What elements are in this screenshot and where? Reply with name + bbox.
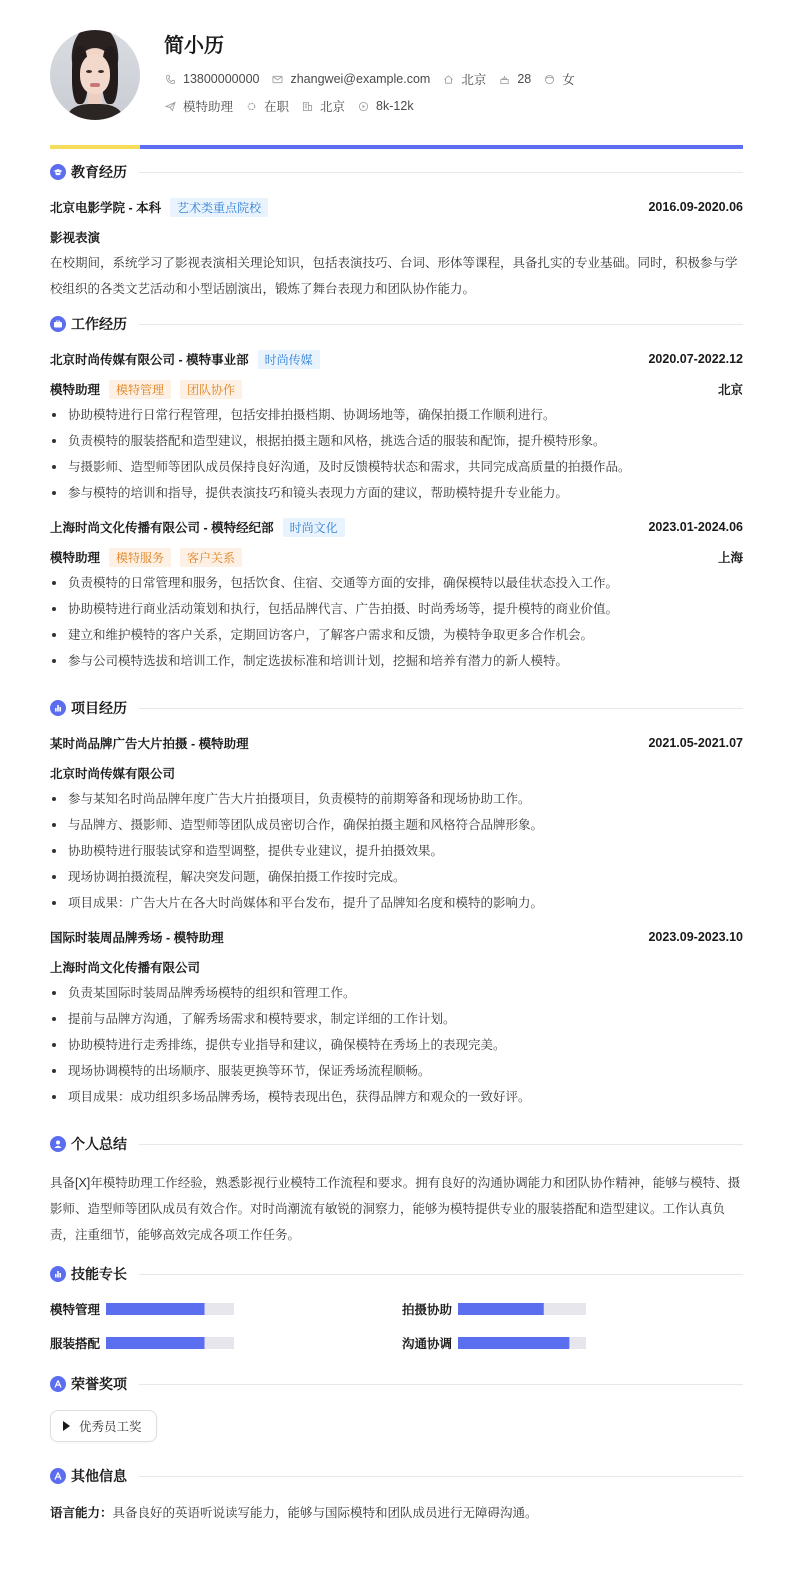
list-item: 参与某知名时尚品牌年度广告大片拍摄项目，负责模特的前期筹备和现场协助工作。 (50, 786, 743, 812)
education-section (50, 162, 743, 302)
candidate-name: 简小历 (164, 35, 224, 57)
company-name: 上海时尚文化传播有限公司 - 模特经纪部 (50, 521, 274, 535)
skill-item: 服装搭配 (50, 1334, 402, 1352)
list-item: 负责模特的服装搭配和造型建议，根据拍摄主题和风格，挑选合适的服装和配饰，提升模特形象。 (50, 428, 743, 454)
intention-city: 北京 (301, 97, 345, 115)
work-location: 北京 (717, 383, 743, 397)
award-icon (50, 1376, 66, 1392)
info-icon (50, 1468, 66, 1484)
work-item (50, 518, 743, 674)
list-item: 项目成果：成功组织多场品牌秀场，模特表现出色，获得品牌方和观众的一致好评。 (50, 1084, 743, 1110)
project-company: 北京时尚传媒有限公司 (50, 767, 176, 781)
job-role: 模特助理 (50, 551, 101, 565)
school-name: 北京电影学院 - 本科 (50, 201, 162, 215)
skill-bar (106, 1303, 234, 1315)
section-title: 个人总结 (71, 1136, 127, 1152)
contact-age: 28 (498, 72, 531, 86)
project-item (50, 734, 743, 916)
skill-item: 拍摄协助 (402, 1300, 743, 1318)
play-triangle-icon (63, 1421, 70, 1431)
project-bullets (50, 980, 743, 1110)
skill-tag: 客户关系 (180, 548, 242, 567)
list-item: 现场协调模特的出场顺序、服装更换等环节，保证秀场流程顺畅。 (50, 1058, 743, 1084)
project-company: 上海时尚文化传播有限公司 (50, 961, 201, 975)
status-icon (245, 100, 257, 112)
work-section (50, 314, 743, 674)
skill-item: 模特管理 (50, 1300, 402, 1318)
job-intention-row (164, 97, 426, 115)
list-item: 协助模特进行走秀排练，提供专业指导和建议，确保模特在秀场上的表现完美。 (50, 1032, 743, 1058)
skill-tag: 模特服务 (109, 548, 171, 567)
industry-tag: 时尚文化 (283, 518, 345, 537)
school-tag: 艺术类重点院校 (170, 198, 268, 217)
work-date: 2020.07-2022.12 (648, 352, 743, 366)
contact-gender: 女 (543, 70, 575, 88)
skill-tag: 模特管理 (109, 380, 171, 399)
projects-section (50, 698, 743, 1110)
list-item: 建立和维护模特的客户关系，定期回访客户，了解客户需求和反馈，为模特争取更多合作机会。 (50, 622, 743, 648)
list-item: 提前与品牌方沟通，了解秀场需求和模特要求，制定详细的工作计划。 (50, 1006, 743, 1032)
list-item: 与摄影师、造型师等团队成员保持良好沟通，及时反馈模特状态和需求，共同完成高质量的拍摄作品。 (50, 454, 743, 480)
user-icon (50, 1136, 66, 1152)
industry-tag: 时尚传媒 (258, 350, 320, 369)
summary-text: 具备[X]年模特助理工作经验，熟悉影视行业模特工作流程和要求。拥有良好的沟通协调能力和团队协作精神，能够与模特、摄影师、造型师等团队成员有效合作。对时尚潮流有敏锐的洞察力，能够为模特提供专业的服装搭配和造型建议。工作认真负责，注重细节，能够高效完成各项工作任务。 (50, 1176, 741, 1242)
header-divider (50, 145, 743, 149)
project-item (50, 928, 743, 1110)
mail-icon (271, 73, 283, 85)
list-item: 负责某国际时装周品牌秀场模特的组织和管理工作。 (50, 980, 743, 1006)
list-item: 负责模特的日常管理和服务，包括饮食、住宿、交通等方面的安排，确保模特以最佳状态投入工作。 (50, 570, 743, 596)
skill-bar (106, 1337, 234, 1349)
section-title: 其他信息 (71, 1468, 127, 1484)
section-title: 工作经历 (71, 316, 127, 332)
skill-bar (458, 1337, 586, 1349)
skill-bar (458, 1303, 586, 1315)
phone-icon (164, 73, 176, 85)
age-icon (498, 73, 510, 85)
summary-section (50, 1134, 743, 1248)
graduation-cap-icon (50, 164, 66, 180)
intention-status: 在职 (245, 97, 289, 115)
other-item: 语言能力：具备良好的英语听说读写能力，能够与国际模特和团队成员进行无障碍沟通。 (50, 1506, 538, 1520)
list-item: 参与公司模特选拔和培训工作，制定选拔标准和培训计划，挖掘和培养有潜力的新人模特。 (50, 648, 743, 674)
work-bullets (50, 402, 743, 506)
resume-header (50, 0, 743, 140)
section-title: 教育经历 (71, 164, 127, 180)
section-title: 技能专长 (71, 1266, 127, 1282)
honors-section (50, 1374, 743, 1442)
major: 影视表演 (50, 231, 101, 245)
briefcase-icon (50, 316, 66, 332)
contact-city: 北京 (442, 70, 486, 88)
project-bullets (50, 786, 743, 916)
education-description: 在校期间，系统学习了影视表演相关理论知识，包括表演技巧、台词、形体等课程，具备扎实的专业基础。同时，积极参与学校组织的各类文艺活动和小型话剧演出，锻炼了舞台表现力和团队协作能力。 (50, 256, 738, 296)
project-name: 国际时装周品牌秀场 - 模特助理 (50, 931, 224, 945)
building-icon (301, 100, 313, 112)
skill-tag: 团队协作 (180, 380, 242, 399)
contact-phone: 13800000000 (164, 72, 259, 86)
skill-item: 沟通协调 (402, 1334, 743, 1352)
award-badge: 优秀员工奖 (50, 1410, 157, 1442)
list-item: 项目成果：广告大片在各大时尚媒体和平台发布，提升了品牌知名度和模特的影响力。 (50, 890, 743, 916)
list-item: 与品牌方、摄影师、造型师等团队成员密切合作，确保拍摄主题和风格符合品牌形象。 (50, 812, 743, 838)
avatar (50, 30, 140, 120)
skills-section (50, 1264, 743, 1352)
work-date: 2023.01-2024.06 (648, 520, 743, 534)
list-item: 协助模特进行商业活动策划和执行，包括品牌代言、广告拍摄、时尚秀场等，提升模特的商业价值。 (50, 596, 743, 622)
project-date: 2023.09-2023.10 (648, 930, 743, 944)
home-icon (442, 73, 454, 85)
bar-chart-icon (50, 1266, 66, 1282)
skills-grid (50, 1300, 743, 1352)
send-icon (164, 100, 176, 112)
company-name: 北京时尚传媒有限公司 - 模特事业部 (50, 353, 249, 367)
list-item: 参与模特的培训和指导，提供表演技巧和镜头表现力方面的建议，帮助模特提升专业能力。 (50, 480, 743, 506)
intention-position: 模特助理 (164, 97, 233, 115)
education-item (50, 198, 743, 302)
work-location: 上海 (717, 551, 743, 565)
contact-row (164, 70, 587, 88)
gender-icon (543, 73, 555, 85)
job-role: 模特助理 (50, 383, 101, 397)
contact-email[interactable]: zhangwei@example.com (271, 72, 430, 86)
section-title: 荣誉奖项 (71, 1376, 127, 1392)
education-date: 2016.09-2020.06 (648, 200, 743, 214)
work-item (50, 350, 743, 506)
list-item: 协助模特进行服装试穿和造型调整，提供专业建议，提升拍摄效果。 (50, 838, 743, 864)
list-item: 协助模特进行日常行程管理，包括安排拍摄档期、协调场地等，确保拍摄工作顺利进行。 (50, 402, 743, 428)
other-section (50, 1466, 743, 1524)
intention-salary: 8k-12k (357, 99, 414, 113)
salary-icon (357, 100, 369, 112)
project-date: 2021.05-2021.07 (648, 736, 743, 750)
list-item: 现场协调拍摄流程，解决突发问题，确保拍摄工作按时完成。 (50, 864, 743, 890)
work-bullets (50, 570, 743, 674)
bar-chart-icon (50, 700, 66, 716)
section-title: 项目经历 (71, 700, 127, 716)
project-name: 某时尚品牌广告大片拍摄 - 模特助理 (50, 737, 249, 751)
